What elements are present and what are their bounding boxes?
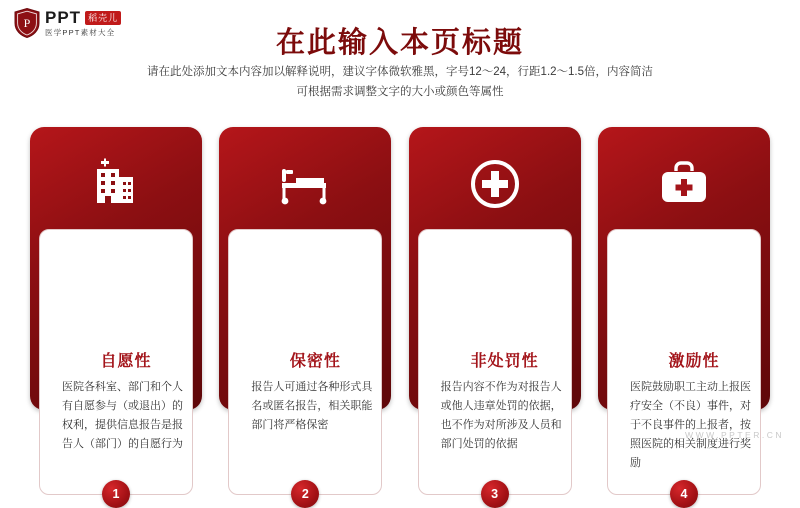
card-item[interactable] xyxy=(409,127,581,501)
card-title: 保密性 xyxy=(289,353,341,370)
card-title: 激励性 xyxy=(668,353,720,370)
footer-watermark: WWW.PPTER.CN xyxy=(685,430,784,440)
card-body: 报告内容不作为对报告人或他人违章处罚的依据，也不作为对所涉及人员和部门处罚的依据 xyxy=(440,381,562,450)
hospital-bed-icon xyxy=(219,149,391,219)
card-item[interactable] xyxy=(219,127,391,501)
page-subtitle xyxy=(0,62,800,102)
card-content-4 xyxy=(607,229,761,501)
medical-cross-circle-icon xyxy=(409,149,581,219)
svg-text:P: P xyxy=(23,16,31,30)
card-number-badge: 3 xyxy=(481,480,509,508)
card-body: 医院各科室、部门和个人有自愿参与（或退出）的权利，提供信息报告是报告人（部门）的自愿行为 xyxy=(62,381,183,450)
subtitle-line-1: 请在此处添加文本内容加以解释说明，建议字体微软雅黑，字号12～24，行距1.2～1.5倍，内容简洁 xyxy=(146,66,654,78)
logo-badge: 稻壳儿 xyxy=(85,11,121,25)
logo-brand-text: PPT xyxy=(45,8,82,27)
page-title: 在此输入本页标题 xyxy=(275,27,524,59)
card-content-1 xyxy=(39,229,193,501)
card-content-2 xyxy=(228,229,382,501)
card-number-badge: 4 xyxy=(670,480,698,508)
subtitle-line-2: 可根据需求调整文字的大小或颜色等属性 xyxy=(296,86,504,98)
card-content-3 xyxy=(418,229,572,501)
card-body: 报告人可通过各种形式具名或匿名报告，相关职能部门将严格保密 xyxy=(251,381,373,431)
card-item[interactable] xyxy=(30,127,202,501)
card-number-badge: 1 xyxy=(102,480,130,508)
hospital-building-icon xyxy=(30,149,202,219)
card-title: 自愿性 xyxy=(100,353,152,370)
card-number-badge: 2 xyxy=(291,480,319,508)
card-title: 非处罚性 xyxy=(470,353,539,370)
card-body: 医院鼓励职工主动上报医疗安全（不良）事件，对于不良事件的上报者，按照医院的相关制度进行奖励 xyxy=(629,381,751,469)
logo-tagline: 医学PPT素材大全 xyxy=(45,28,116,37)
first-aid-kit-icon xyxy=(598,149,770,219)
